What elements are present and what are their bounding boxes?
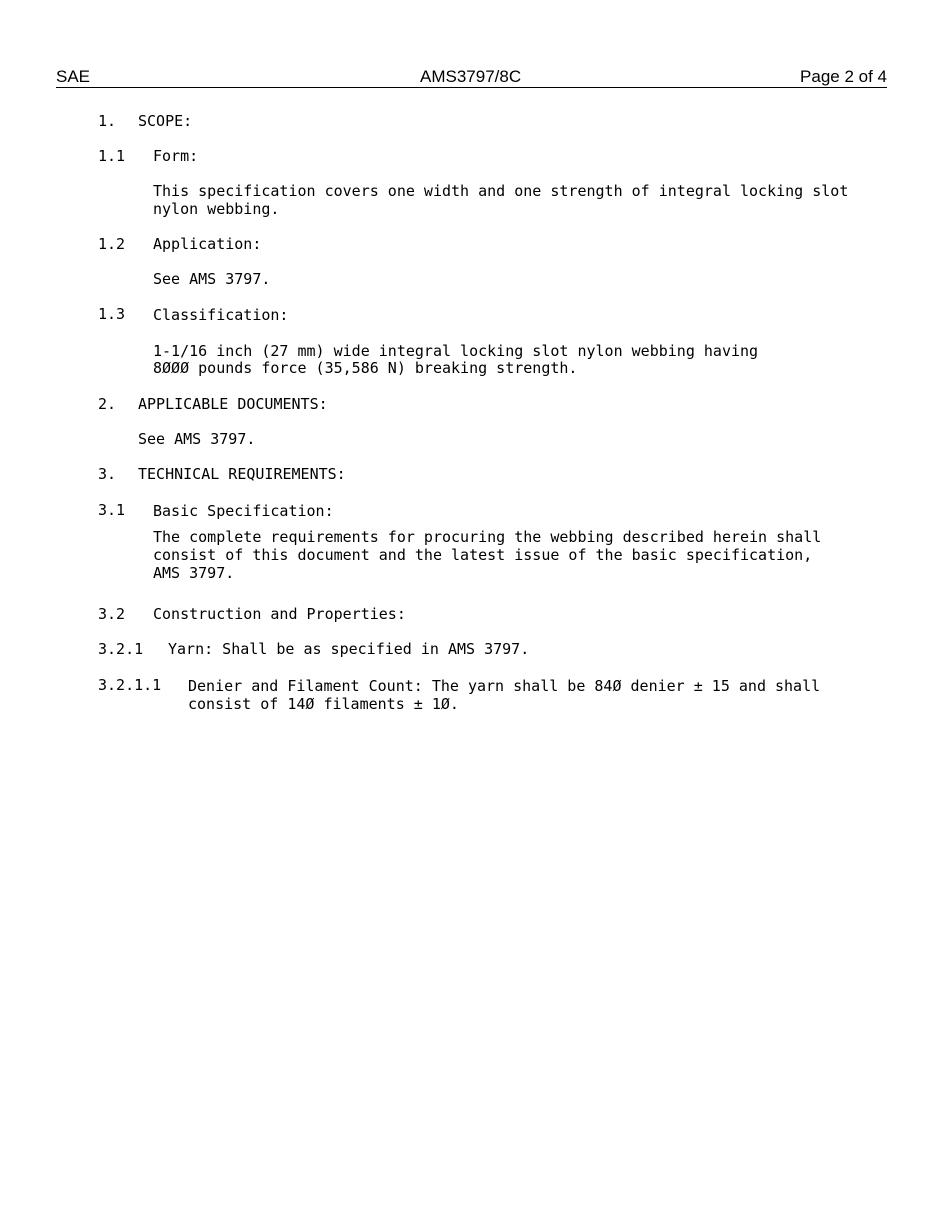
page-header — [56, 67, 887, 88]
section-heading: Form: — [153, 147, 199, 165]
paragraph-line: consist of 14Ø filaments ± 1Ø. — [188, 695, 459, 713]
header-doc-number: AMS3797/8C — [420, 67, 522, 86]
header-page-number: Page 2 of 4 — [800, 67, 887, 86]
section-number: 1. — [98, 112, 117, 130]
section-number: 1.2 — [98, 235, 126, 253]
section-number: 3.2.1.1 — [98, 676, 162, 694]
section-heading: Classification: — [153, 306, 289, 324]
paragraph-line: 1-1/16 inch (27 mm) wide integral locking slot nylon webbing having — [153, 342, 759, 360]
section-number: 3.2 — [98, 605, 126, 623]
header-org: SAE — [56, 67, 91, 86]
paragraph-line: This specification covers one width and one strength of integral locking slot — [153, 182, 849, 200]
section-number: 1.1 — [98, 147, 126, 165]
section-heading: APPLICABLE DOCUMENTS: — [138, 395, 328, 413]
paragraph-line: Denier and Filament Count: The yarn shall be 84Ø denier ± 15 and shall — [188, 677, 821, 695]
section-heading: TECHNICAL REQUIREMENTS: — [138, 465, 346, 483]
paragraph-line: 8ØØØ pounds force (35,586 N) breaking strength. — [153, 359, 578, 377]
paragraph-line: consist of this document and the latest issue of the basic specification, — [153, 546, 813, 564]
paragraph-line: AMS 3797. — [153, 564, 235, 582]
section-heading: Yarn: Shall be as specified in AMS 3797. — [168, 640, 530, 658]
section-heading: Application: — [153, 235, 262, 253]
section-number: 3. — [98, 465, 117, 483]
paragraph-line: See AMS 3797. — [138, 430, 256, 448]
paragraph-line: See AMS 3797. — [153, 270, 271, 288]
section-heading: Basic Specification: — [153, 502, 334, 520]
section-heading: SCOPE: — [138, 112, 193, 130]
section-number: 1.3 — [98, 305, 126, 323]
section-number: 2. — [98, 395, 117, 413]
paragraph-line: nylon webbing. — [153, 200, 280, 218]
paragraph-line: The complete requirements for procuring the webbing described herein shall — [153, 528, 822, 546]
section-number: 3.1 — [98, 501, 126, 519]
section-heading: Construction and Properties: — [153, 605, 406, 623]
section-number: 3.2.1 — [98, 640, 144, 658]
